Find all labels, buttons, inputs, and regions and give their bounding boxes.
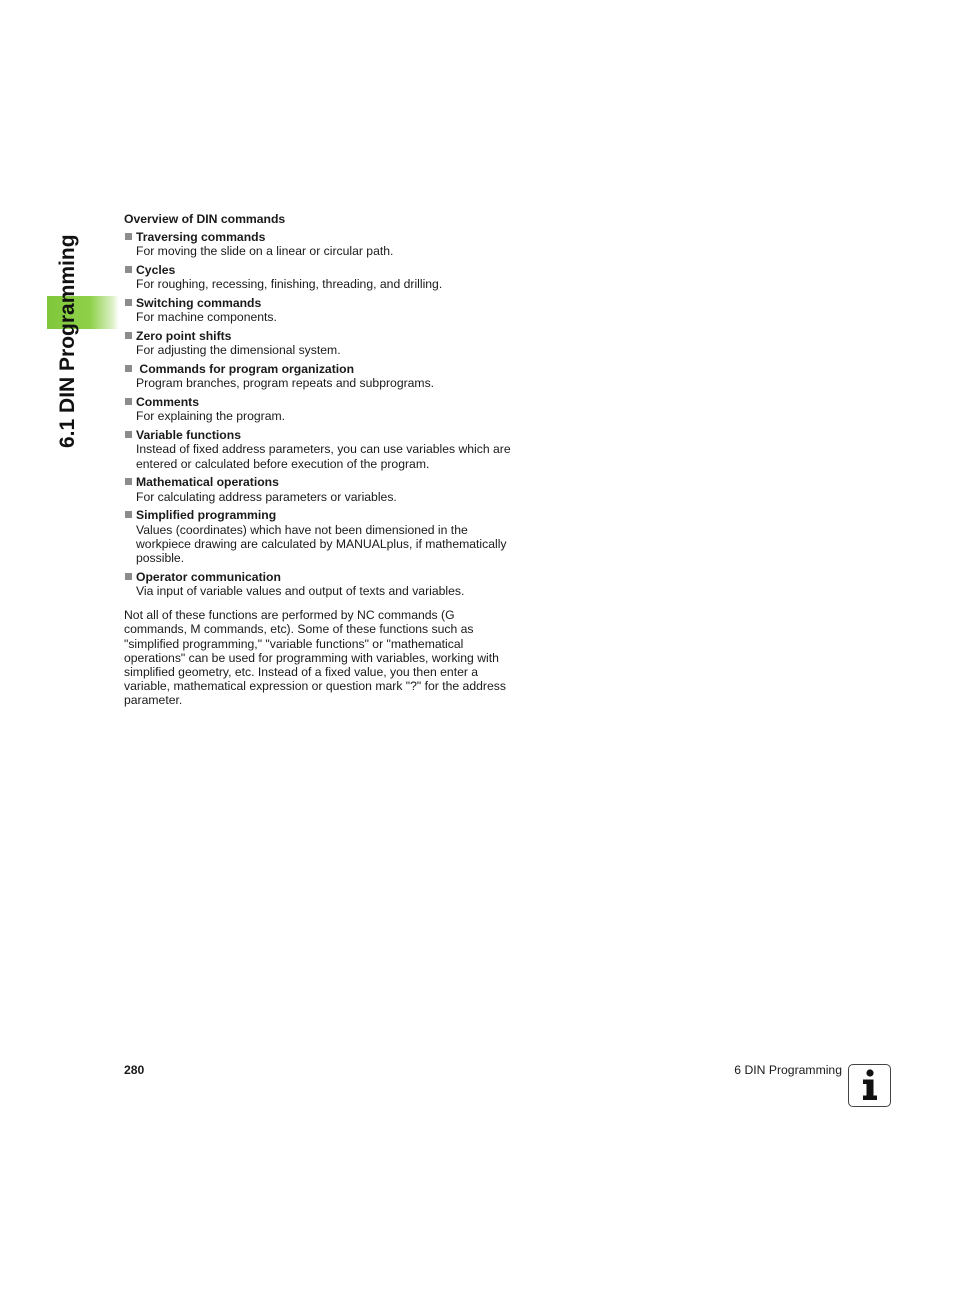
list-item: [124, 570, 524, 598]
square-bullet-icon: [125, 431, 132, 438]
list-item-title: Operator communication: [124, 570, 524, 584]
list-item-title: Switching commands: [124, 296, 524, 310]
list-item: [124, 329, 524, 357]
square-bullet-icon: [125, 233, 132, 240]
list-item: [124, 230, 524, 258]
list-item-title: Mathematical operations: [124, 475, 524, 489]
info-icon: [848, 1064, 891, 1107]
list-item: [124, 475, 524, 503]
list-item-description: For adjusting the dimensional system.: [136, 343, 341, 358]
list-item-title: Zero point shifts: [124, 329, 524, 343]
page-number: 280: [124, 1063, 145, 1077]
square-bullet-icon: [125, 511, 132, 518]
list-item-description: Values (coordinates) which have not been dimensioned in the workpiece drawing are calculated by MANUALplus, if mathematically possible.: [136, 522, 507, 566]
list-item-description: Program branches, program repeats and subprograms.: [136, 376, 435, 391]
footer-chapter-title: 6 DIN Programming: [734, 1063, 842, 1077]
square-bullet-icon: [125, 266, 132, 273]
section-heading: Overview of DIN commands: [124, 212, 286, 226]
list-item: [124, 428, 524, 471]
list-item-description: For machine components.: [136, 310, 277, 325]
list-item-description: Instead of fixed address parameters, you can use variables which are entered or calculated before execution of the program.: [136, 442, 511, 471]
body-paragraph: Not all of these functions are performed by NC commands (G commands, M commands, etc). Some of these functions such as "simplified programming," "variable functions" or "mathematical operations" can be used for programming with variables, working with simplified geometry, etc. Instead of a fixed value, you then enter a variable, mathematical expression or question mark "?" for the address parameter.: [124, 608, 506, 708]
list-item-description: For roughing, recessing, finishing, threading, and drilling.: [136, 277, 443, 292]
square-bullet-icon: [125, 332, 132, 339]
list-item-description: For calculating address parameters or variables.: [136, 489, 397, 504]
list-item-title: Commands for program organization: [124, 362, 524, 376]
list-item-description: Via input of variable values and output of texts and variables.: [136, 584, 465, 599]
list-item-title: Comments: [124, 395, 524, 409]
list-item-description: For explaining the program.: [136, 409, 286, 424]
list-item: [124, 263, 524, 291]
square-bullet-icon: [125, 398, 132, 405]
main-content: [124, 212, 524, 708]
list-item-title: Simplified programming: [124, 508, 524, 522]
list-item-description: For moving the slide on a linear or circular path.: [136, 244, 394, 259]
info-icon-glyph: [849, 1065, 889, 1105]
list-item-title: Cycles: [124, 263, 524, 277]
list-item-title: Traversing commands: [124, 230, 524, 244]
list-item: [124, 362, 524, 390]
square-bullet-icon: [125, 573, 132, 580]
list-item: [124, 296, 524, 324]
list-item-title: Variable functions: [124, 428, 524, 442]
list-item: [124, 508, 524, 565]
square-bullet-icon: [125, 365, 132, 372]
square-bullet-icon: [125, 299, 132, 306]
side-chapter-title: 6.1 DIN Programming: [56, 234, 79, 448]
square-bullet-icon: [125, 478, 132, 485]
list-item: [124, 395, 524, 423]
